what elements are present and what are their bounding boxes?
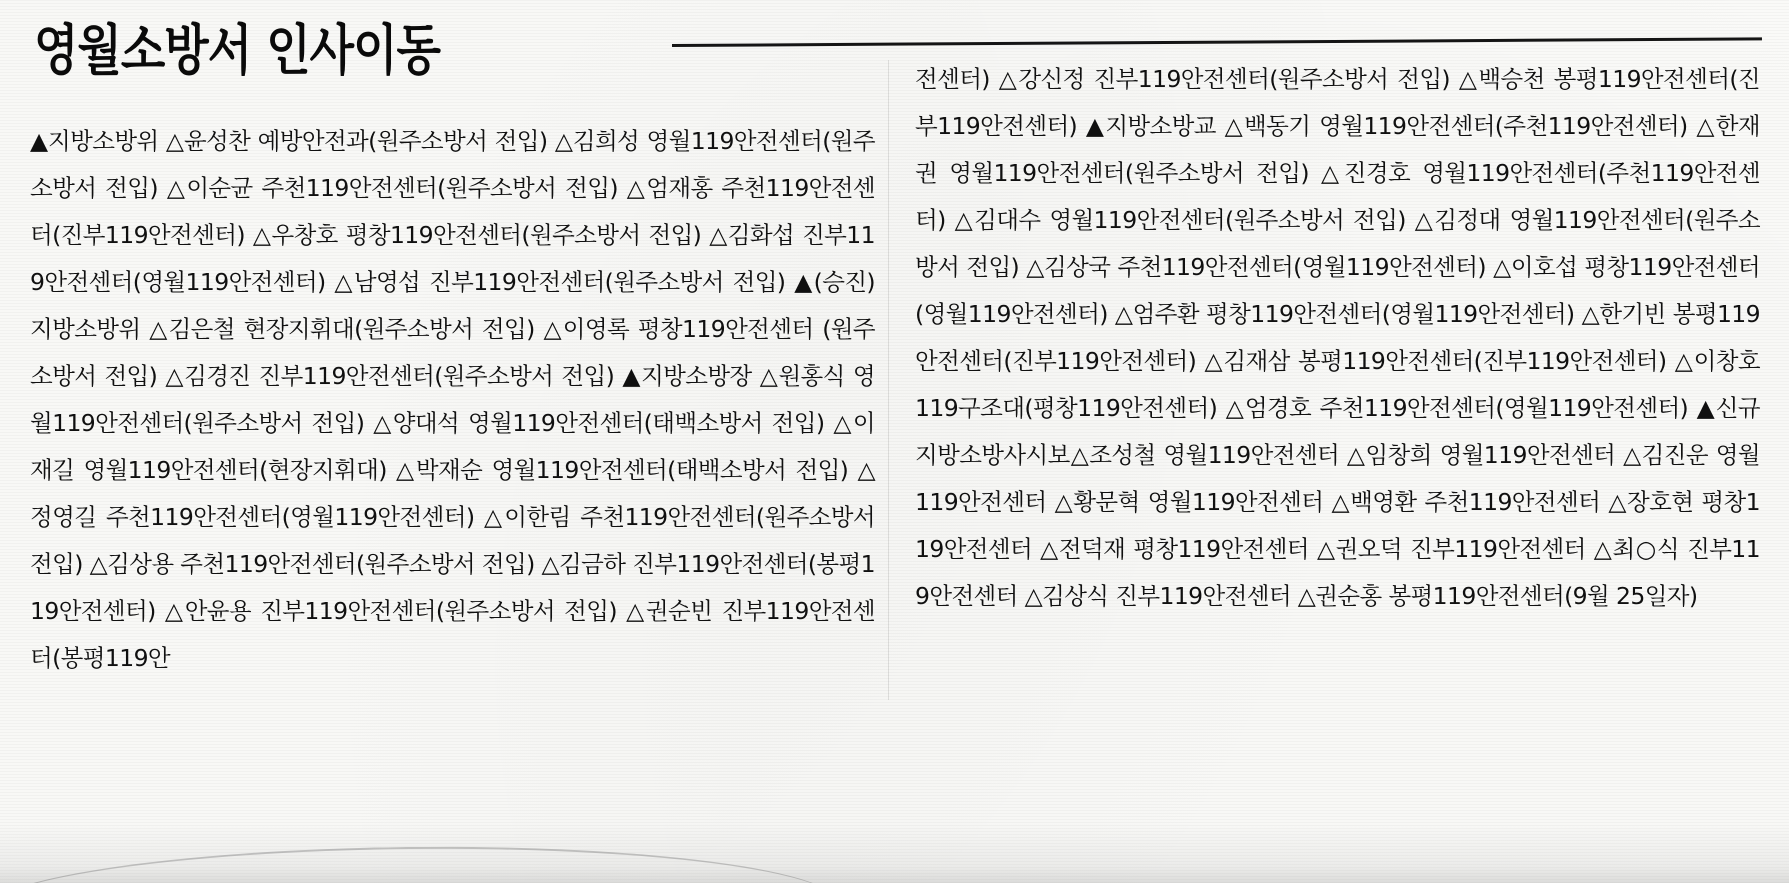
- article-column-right: [915, 65, 1760, 818]
- column-divider: [888, 60, 889, 700]
- article-column-left: [30, 118, 875, 818]
- page-title: 영월소방서 인사이동: [34, 18, 440, 82]
- article-body: [30, 65, 1760, 818]
- article-column-right-text: 전센터) △강신정 진부119안전센터(원주소방서 전입) △백승천 봉평119안전센터(진부119안전센터) ▲지방소방교 △백동기 영월119안전센터(주천119안전센터) △한재권 영월119안전센터(원주소방서 전입) △진경호 영월119안전센터(주천119안전센터) △김대수 영월119안전센터(원주소방서 전입) △김정대 영월119안전센터(원주소방서 전입) △김상국 주천119안전센터(영월119안전센터) △이호섭 평창119안전센터(영월119안전센터) △엄주환 평창119안전센터(영월119안전센터) △한기빈 봉평119안전센터(진부119안전센터) △김재삼 봉평119안전센터(진부119안전센터) △이창호 119구조대(평창119안전센터) △엄경호 주천119안전센터(영월119안전센터) ▲신규 지방소방사시보△조성철 영월119안전센터 △임창희 영월119안전센터 △김진운 영월119안전센터 △황문혁 영월119안전센터 △백영환 주천119안전센터 △장호현 평창119안전센터 △전덕재 평창119안전센터 △권오덕 진부119안전센터 △최○식 진부119안전센터 △김상식 진부119안전센터 △권순홍 봉평119안전센터(9월 25일자): [915, 65, 1760, 610]
- article-column-left-text: ▲지방소방위 △윤성찬 예방안전과(원주소방서 전입) △김희성 영월119안전센터(원주소방서 전입) △이순균 주천119안전센터(원주소방서 전입) △엄재홍 주천119안전센터(진부119안전센터) △우창호 평창119안전센터(원주소방서 전입) △김화섭 진부119안전센터(영월119안전센터) △남영섭 진부119안전센터(원주소방서 전입) ▲(승진)지방소방위 △김은철 현장지휘대(원주소방서 전입) △이영록 평창119안전센터 (원주소방서 전입) △김경진 진부119안전센터(원주소방서 전입) ▲지방소방장 △원홍식 영월119안전센터(원주소방서 전입) △양대석 영월119안전센터(태백소방서 전입) △이재길 영월119안전센터(현장지휘대) △박재순 영월119안전센터(태백소방서 전입) △정영길 주천119안전센터(영월119안전센터) △이한림 주천119안전센터(원주소방서 전입) △김상용 주천119안전센터(원주소방서 전입) △김금하 진부119안전센터(봉평119안전센터) △안윤용 진부119안전센터(원주소방서 전입) △권순빈 진부119안전센터(봉평119안: [30, 127, 875, 672]
- masthead: [34, 18, 694, 82]
- headline-rule: [672, 37, 1762, 47]
- paper-edge-curve: [0, 842, 840, 883]
